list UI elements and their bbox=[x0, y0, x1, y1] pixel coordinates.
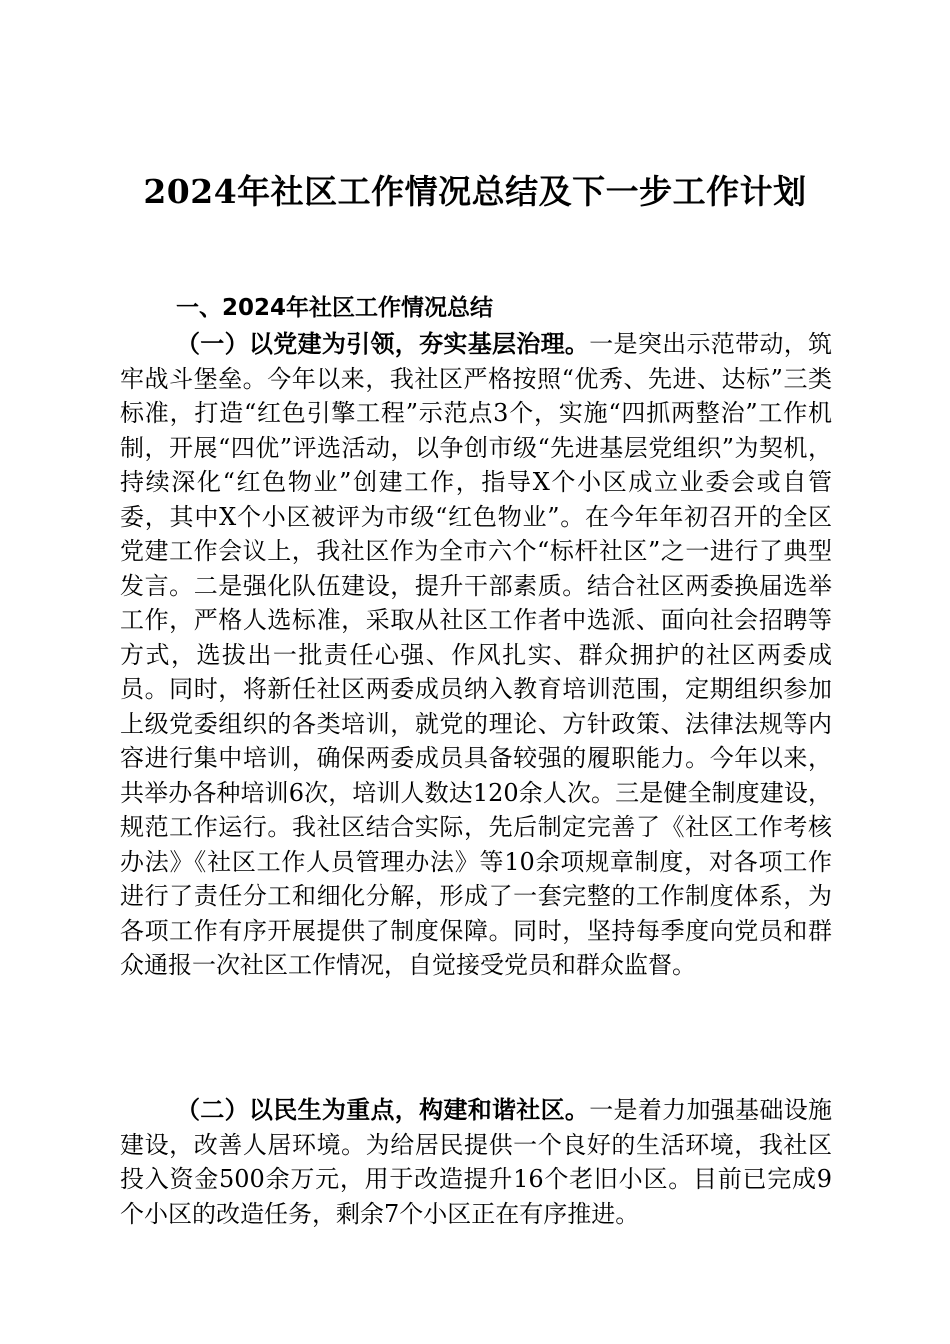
document-title: 2024年社区工作情况总结及下一步工作计划 bbox=[143, 172, 807, 211]
paragraph-text: 一是突出示范带动，筑牢战斗堡垒。今年以来，我社区严格按照“优秀、先进、达标”三类标准，打造“红色引擎工程”示范点3个，实施“四抓两整治”工作机制，开展“四优”评选活动，以争创市级“先进基层党组织”为契机，持续深化“红色物业”创建工作，指导X个小区成立业委会或自管委，其中X个小区被评为市级“红色物业”。在今年年初召开的全区党建工作会议上，我社区作为全市六个“标杆社区”之一进行了典型发言。二是强化队伍建设，提升干部素质。结合社区两委换届选举工作，严格人选标准，采取从社区工作者中选派、面向社会招聘等方式，选拔出一批责任心强、作风扎实、群众拥护的社区两委成员。同时，将新任社区两委成员纳入教育培训范围，定期组织参加上级党委组织的各类培训，就党的理论、方针政策、法律法规等内容进行集中培训，确保两委成员具备较强的履职能力。今年以来，共举办各种培训6次，培训人数达120余人次。三是健全制度建设，规范工作运行。我社区结合实际，先后制定完善了《社区工作考核办法》《社区工作人员管理办法》等10余项规章制度，对各项工作进行了责任分工和细化分解，形成了一套完整的工作制度体系，为各项工作有序开展提供了制度保障。同时，坚持每季度向党员和群众通报一次社区工作情况，自觉接受党员和群众监督。 bbox=[120, 330, 833, 979]
section-heading: 一、2024年社区工作情况总结 bbox=[176, 295, 494, 321]
subsection-heading: （一）以党建为引领，夯实基层治理。 bbox=[176, 329, 590, 358]
body-paragraph bbox=[120, 327, 832, 983]
subsection-heading: （二）以民生为重点，构建和谐社区。 bbox=[176, 1095, 590, 1124]
paragraph-text: 一是着力加强基础设施建设，改善人居环境。为给居民提供一个良好的生活环境，我社区投入资金500余万元，用于改造提升16个老旧小区。目前已完成9个小区的改造任务，剩余7个小区正在有序推进。 bbox=[120, 1096, 833, 1228]
body-paragraph bbox=[120, 1093, 832, 1231]
